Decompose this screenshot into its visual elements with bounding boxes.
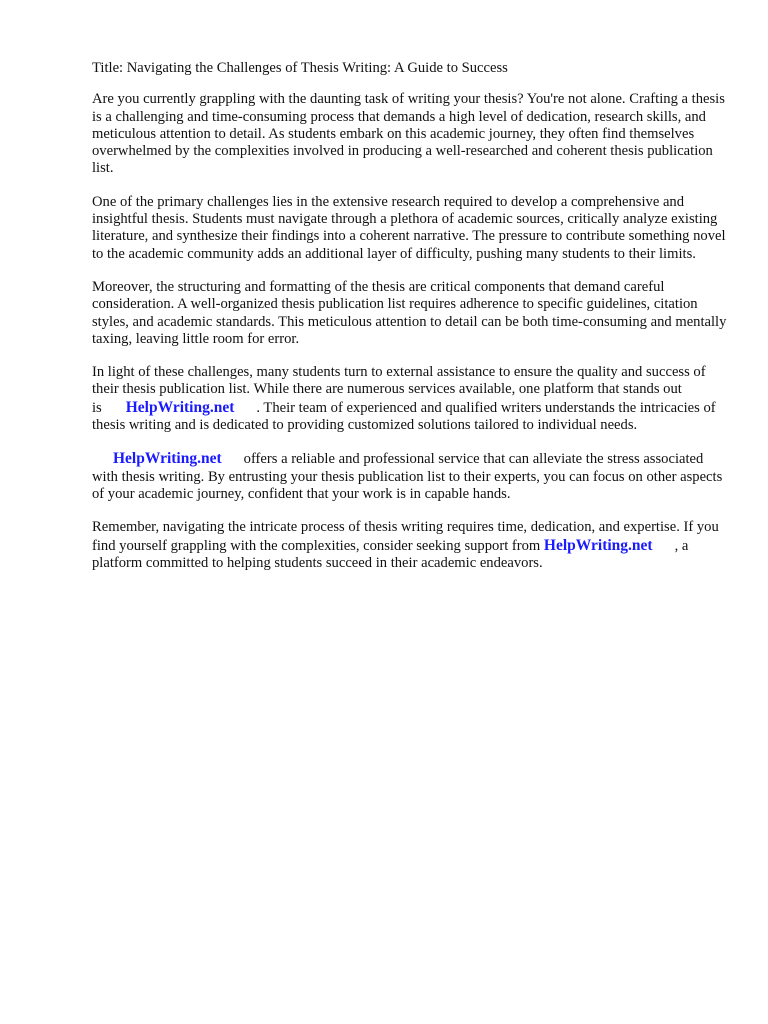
helpwriting-link-3[interactable]: HelpWriting.net (543, 536, 653, 554)
paragraph-conclusion-text-after: , a platform committed to helping students succeed in their academic endeavors. (92, 537, 689, 571)
paragraph-service (92, 450, 732, 503)
paragraph-assistance-text-after: . Their team of experienced and qualified writers understands the intricacies of thesis writing and is dedicated to providing customized solutions tailored to individual needs. (92, 399, 716, 434)
paragraph-conclusion-text-before: Remember, navigating the intricate process of thesis writing requires time, dedication, and expertise. If you find yourself grappling with the complexities, consider seeking support from (92, 519, 719, 554)
paragraph-research: One of the primary challenges lies in the extensive research required to develop a comprehensive and insightful thesis. Students must navigate through a plethora of academic sources, critically analyze existing literature, and synthesize their findings into a coherent narrative. The pressure to contribute something novel to the academic community adds an additional layer of difficulty, pushing many students to their limits. (92, 193, 726, 262)
paragraph-intro: Are you currently grappling with the daunting task of writing your thesis? You're not alone. Crafting a thesis is a challenging and time-consuming process that demands a high level of dedication, research skills, and meticulous attention to detail. As students embark on this academic journey, they often find themselves overwhelmed by the complexities involved in producing a well-researched and coherent thesis publication list. (92, 91, 725, 177)
paragraph-assistance-text-before: In light of these challenges, many students turn to external assistance to ensure the quality and success of their thesis publication list. While there are numerous services available, one platform that stands out is (92, 364, 706, 416)
paragraph-conclusion (92, 519, 732, 572)
paragraph-assistance (92, 364, 732, 434)
paragraph-service-text: offers a reliable and professional service that can alleviate the stress associated with thesis writing. By entrusting your thesis publication list to their experts, you can focus on other aspects of your academic journey, confident that your work is in capable hands. (92, 451, 723, 502)
document-page (92, 60, 732, 588)
helpwriting-link-1[interactable]: HelpWriting.net (125, 398, 235, 416)
helpwriting-link-2[interactable]: HelpWriting.net (113, 450, 222, 468)
paragraph-formatting: Moreover, the structuring and formatting of the thesis are critical components that demand careful consideration. A well-organized thesis publication list requires adherence to specific guidelines, citation styles, and academic standards. This meticulous attention to detail can be both time-consuming and mentally taxing, leaving little room for error. (92, 278, 727, 347)
document-title: Title: Navigating the Challenges of Thesis Writing: A Guide to Success (92, 60, 508, 76)
